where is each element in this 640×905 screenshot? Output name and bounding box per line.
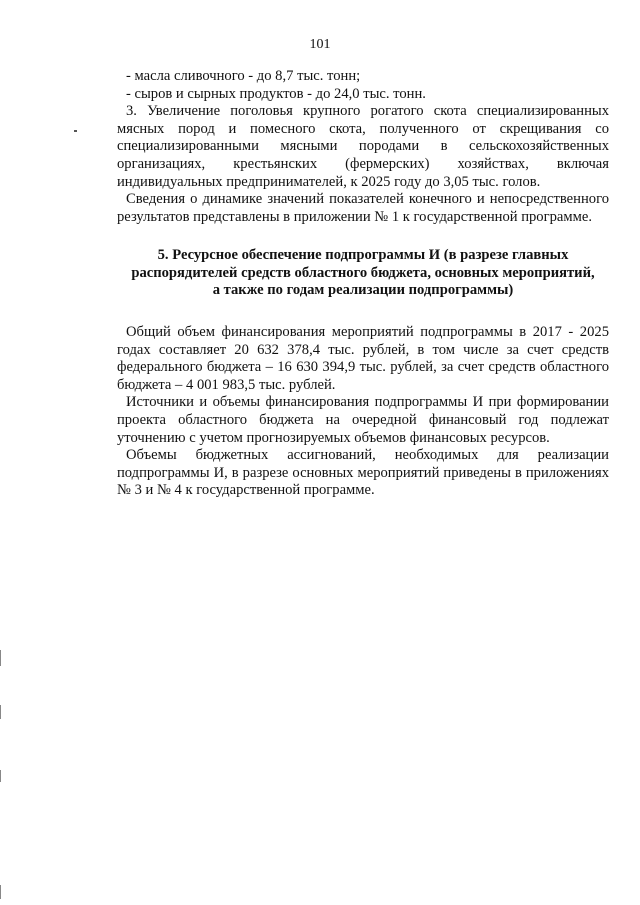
section-5-heading [117, 247, 609, 300]
section-5-body [117, 324, 609, 500]
list-item-cheese: - сыров и сырных продуктов - до 24,0 тыс. тонн. [126, 85, 426, 102]
scan-edge-mark [0, 650, 1, 666]
heading-line-1: 5. Ресурсное обеспечение подпрограммы И (в разрезе главных [157, 247, 569, 263]
list-item-butter: - масла сливочного - до 8,7 тыс. тонн; [126, 68, 361, 84]
scan-edge-mark [0, 705, 1, 719]
scan-edge-mark [0, 885, 1, 899]
paragraph-budget-allocations: Объемы бюджетных ассигнований, необходимых для реализации подпрограммы И, в разрезе основных мероприятий приведены в приложениях № 3 и № 4 к государственной программе. [117, 447, 609, 499]
page-number: 101 [309, 37, 331, 52]
heading-line-2: распорядителей средств областного бюджета, основных мероприятий, [131, 264, 595, 281]
paragraph-total-funding: Общий объем финансирования мероприятий подпрограммы в 2017 - 2025 годах составляет 20 632 378,4 тыс. рублей, в том числе за счет средств федерального бюджета – 16 630 394,9 тыс. рублей, за счет средств областного бюджета – 4 001 983,5 тыс. рублей. [117, 324, 609, 393]
scan-mark [74, 130, 77, 132]
paragraph-item-3: 3. Увеличение поголовья крупного рогатого скота специализированных мясных пород и помесного скота, полученного от скрещивания со специализированными мясными породами в сельскохозяйственных организациях, крестьянских (фермерских) хозяйствах, включая индивидуальных предпринимателей, к 2025 году до 3,05 тыс. голов. [117, 103, 609, 190]
section-4-continuation [117, 68, 609, 226]
paragraph-indicators-info: Сведения о динамике значений показателей конечного и непосредственного результатов представлены в приложении № 1 к государственной программе. [117, 191, 609, 225]
scan-edge-mark [0, 770, 1, 782]
paragraph-funding-sources: Источники и объемы финансирования подпрограммы И при формировании проекта областного бюджета на очередной финансовый год подлежат уточнению с учетом прогнозируемых объемов финансовых ресурсов. [117, 394, 609, 446]
heading-line-3: а также по годам реализации подпрограммы) [212, 282, 514, 299]
